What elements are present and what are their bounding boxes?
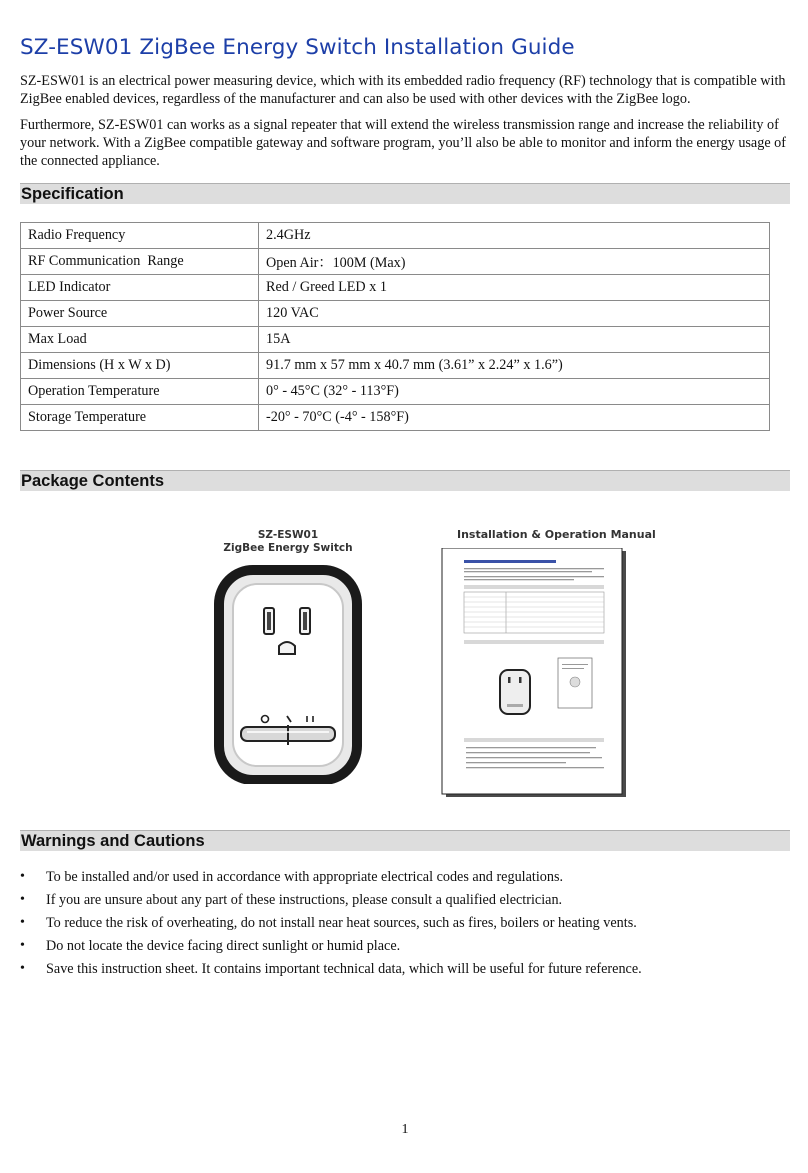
spec-value: 2.4GHz <box>259 223 770 249</box>
warnings-heading: Warnings and Cautions <box>20 830 790 851</box>
manual-thumbnail-image <box>438 548 628 800</box>
spec-value: 91.7 mm x 57 mm x 40.7 mm (3.61” x 2.24” x 1.6”) <box>259 353 770 379</box>
spec-value: 0° - 45°C (32° - 113°F) <box>259 379 770 405</box>
spec-label: Max Load <box>21 327 259 353</box>
table-row <box>21 249 770 275</box>
spec-label: RF Communication Range <box>21 249 259 275</box>
spec-label: Operation Temperature <box>21 379 259 405</box>
warning-text: Do not locate the device facing direct sunlight or humid place. <box>46 938 401 954</box>
spec-value: 15A <box>259 327 770 353</box>
warning-text: Save this instruction sheet. It contains important technical data, which will be useful for future reference. <box>46 961 642 977</box>
bullet: • <box>20 869 25 884</box>
energy-switch-device-image <box>203 526 373 784</box>
table-row <box>21 379 770 405</box>
list-item <box>20 960 790 978</box>
spec-label: Power Source <box>21 301 259 327</box>
table-row <box>21 275 770 301</box>
specification-table <box>20 222 770 431</box>
table-row <box>21 223 770 249</box>
list-item <box>20 891 790 909</box>
warning-text: To reduce the risk of overheating, do not install near heat sources, such as fires, boilers or heating vents. <box>46 915 637 931</box>
spec-value: Open Air：100M (Max) <box>259 249 770 275</box>
table-row <box>21 353 770 379</box>
table-row <box>21 327 770 353</box>
list-item <box>20 914 790 932</box>
package-contents-heading: Package Contents <box>20 470 790 491</box>
manual-caption: Installation & Operation Manual <box>457 528 656 541</box>
bullet: • <box>20 915 25 930</box>
bullet: • <box>20 892 25 907</box>
warnings-list <box>20 868 790 983</box>
specification-heading: Specification <box>20 183 790 204</box>
device-caption-model: SZ-ESW01 <box>257 529 319 541</box>
table-row <box>21 301 770 327</box>
table-row <box>21 405 770 431</box>
list-item <box>20 937 790 955</box>
spec-value: 120 VAC <box>259 301 770 327</box>
spec-value: Red / Greed LED x 1 <box>259 275 770 301</box>
page-number: 1 <box>401 1122 409 1137</box>
intro-paragraph-2: Furthermore, SZ-ESW01 can works as a signal repeater that will extend the wireless transmission range and increase the reliability of your network. With a ZigBee compatible gateway and software program, you’ll also be able to monitor and inform the energy usage of the connected appliance. <box>20 117 786 169</box>
device-caption-name: ZigBee Energy Switch <box>223 542 353 554</box>
spec-label: Dimensions (H x W x D) <box>21 353 259 379</box>
warning-text: If you are unsure about any part of these instructions, please consult a qualified electrician. <box>46 892 563 908</box>
warning-text: To be installed and/or used in accordance with appropriate electrical codes and regulations. <box>46 869 564 885</box>
bullet: • <box>20 938 25 953</box>
document-title: SZ-ESW01 ZigBee Energy Switch Installation Guide <box>20 35 575 60</box>
intro-paragraph-1: SZ-ESW01 is an electrical power measuring device, which with its embedded radio frequency (RF) technology that is compatible with ZigBee enabled devices, regardless of the manufacturer and can also be used with other devices with the ZigBee logo. <box>20 73 786 107</box>
spec-label: LED Indicator <box>21 275 259 301</box>
document-page <box>20 0 790 1173</box>
spec-label: Storage Temperature <box>21 405 259 431</box>
spec-label: Radio Frequency <box>21 223 259 249</box>
spec-value: -20° - 70°C (-4° - 158°F) <box>259 405 770 431</box>
list-item <box>20 868 790 886</box>
bullet: • <box>20 961 25 976</box>
